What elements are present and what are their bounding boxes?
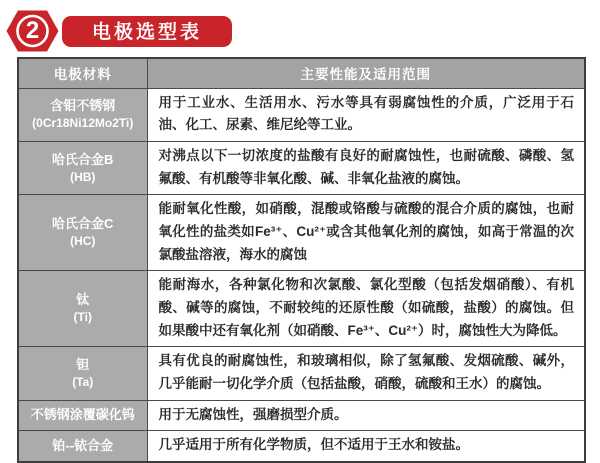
material-name: 不锈钢涂覆碳化钨 [30, 407, 135, 423]
section-badge [5, 8, 60, 54]
material-code: (Ti) [73, 310, 92, 325]
table-row [18, 141, 585, 194]
description-cell: 能耐氧化性酸，如硝酸，混酸或铬酸与硫酸的混合介质的腐蚀，也耐氧化性的盐类如Fe³⁺、Cu²⁺或含其他氧化剂的腐蚀，如高于常温的次氯酸盐溶液，海水的腐蚀 [147, 195, 585, 271]
description-cell: 几乎适用于所有化学物质，但不适用于王水和铵盐。 [147, 431, 585, 462]
material-name: 钛 [76, 292, 90, 308]
page-title: 电极选型表 [62, 16, 232, 47]
description-cell: 能耐海水，各种氯化物和次氯酸、氯化型酸（包括发烟硝酸）、有机酸、碱等的腐蚀，不耐较纯的还原性酸（如硫酸，盐酸）的腐蚀。但如果酸中还有氧化剂（如硝酸、Fe³⁺、Cu²⁺）时，腐蚀性大为降低。 [147, 271, 585, 347]
column-header-performance: 主要性能及适用范围 [147, 58, 585, 88]
description-cell: 用于无腐蚀性，强磨损型介质。 [147, 400, 585, 431]
material-cell [18, 431, 147, 462]
material-name: 铂--铱合金 [52, 437, 114, 453]
table-row [18, 88, 585, 141]
material-code: (Ta) [72, 375, 94, 390]
description-cell: 具有优良的耐腐蚀性，和玻璃相似，除了氢氟酸、发烟硫酸、碱外，几乎能耐一切化学介质（包括盐酸，硝酸，硫酸和王水）的腐蚀。 [147, 347, 585, 400]
material-cell [18, 195, 147, 271]
electrode-selection-table [17, 57, 586, 463]
table-header-row [18, 58, 585, 88]
material-cell [18, 347, 147, 400]
description-cell: 对沸点以下一切浓度的盐酸有良好的耐腐蚀性，也耐硫酸、磷酸、氢氟酸、有机酸等非氧化酸、碱、非氧化盐液的腐蚀。 [147, 141, 585, 194]
table-row [18, 271, 585, 347]
material-cell [18, 271, 147, 347]
material-cell [18, 400, 147, 431]
material-cell [18, 88, 147, 141]
table-row [18, 431, 585, 462]
section-number: 2 [25, 16, 40, 44]
material-name: 哈氏合金C [52, 216, 114, 232]
column-header-material: 电极材料 [18, 58, 147, 88]
material-code: (HC) [70, 234, 96, 249]
page-header [0, 0, 600, 54]
description-cell: 用于工业水、生活用水、污水等具有弱腐蚀性的介质，广泛用于石油、化工、尿素、维尼纶等工业。 [147, 88, 585, 141]
material-name: 含钼不锈钢 [50, 98, 116, 114]
material-code: (HB) [70, 169, 96, 184]
table-row [18, 400, 585, 431]
material-name: 哈氏合金B [52, 151, 114, 167]
material-code: (0Cr18Ni12Mo2Ti) [32, 116, 134, 131]
table-row [18, 347, 585, 400]
table-row [18, 195, 585, 271]
material-cell [18, 141, 147, 194]
material-name: 钽 [76, 356, 90, 372]
